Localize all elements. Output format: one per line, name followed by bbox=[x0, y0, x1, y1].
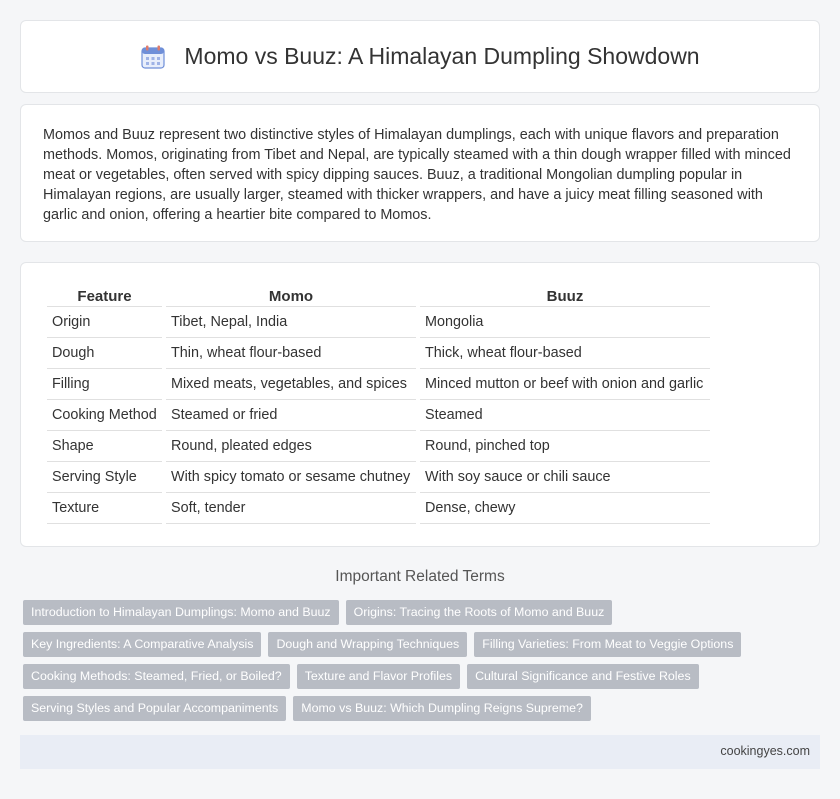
row-feature: Cooking Method bbox=[47, 400, 162, 431]
related-tag[interactable]: Cooking Methods: Steamed, Fried, or Boiled? bbox=[23, 664, 290, 689]
intro-text: Momos and Buuz represent two distinctive styles of Himalayan dumplings, each with unique flavors and preparation methods. Momos, originating from Tibet and Nepal, are typically steamed with a thin dough wrapper filled with minced meat or vegetables, often served with spicy dipping sauces. Buuz, a traditional Mongolian dumpling popular in Himalayan regions, are usually larger, steamed with thicker wrappers, and have a juicy meat filling seasoned with garlic and onion, offering a heartier bite compared to Momos. bbox=[43, 127, 791, 223]
related-tags-row bbox=[23, 632, 741, 657]
related-tag[interactable]: Filling Varieties: From Meat to Veggie Options bbox=[474, 632, 741, 657]
table-row bbox=[47, 307, 710, 338]
header-card bbox=[20, 20, 820, 93]
calendar-icon bbox=[140, 44, 166, 70]
row-buuz: Thick, wheat flour-based bbox=[420, 338, 710, 369]
row-momo: Round, pleated edges bbox=[166, 431, 416, 462]
related-tag[interactable]: Key Ingredients: A Comparative Analysis bbox=[23, 632, 261, 657]
row-buuz: Round, pinched top bbox=[420, 431, 710, 462]
row-buuz: Steamed bbox=[420, 400, 710, 431]
row-momo: Tibet, Nepal, India bbox=[166, 307, 416, 338]
related-tags-row bbox=[23, 696, 591, 721]
related-tag[interactable]: Momo vs Buuz: Which Dumpling Reigns Supreme? bbox=[293, 696, 591, 721]
row-momo: With spicy tomato or sesame chutney bbox=[166, 462, 416, 493]
row-feature: Dough bbox=[47, 338, 162, 369]
row-feature: Serving Style bbox=[47, 462, 162, 493]
related-terms-title: Important Related Terms bbox=[335, 568, 505, 585]
comparison-table bbox=[43, 285, 714, 524]
table-row bbox=[47, 493, 710, 524]
table-row bbox=[47, 462, 710, 493]
table-row bbox=[47, 338, 710, 369]
table-row bbox=[47, 400, 710, 431]
related-tag[interactable]: Cultural Significance and Festive Roles bbox=[467, 664, 699, 689]
footer-site-link[interactable]: cookingyes.com bbox=[720, 744, 810, 758]
comparison-table-card bbox=[20, 262, 820, 547]
page-title: Momo vs Buuz: A Himalayan Dumpling Showdown bbox=[184, 43, 700, 69]
intro-card bbox=[20, 104, 820, 242]
row-buuz: Minced mutton or beef with onion and garlic bbox=[420, 369, 710, 400]
related-tag[interactable]: Introduction to Himalayan Dumplings: Momo and Buuz bbox=[23, 600, 339, 625]
related-tag[interactable]: Texture and Flavor Profiles bbox=[297, 664, 460, 689]
related-tags-row bbox=[23, 664, 699, 689]
row-momo: Soft, tender bbox=[166, 493, 416, 524]
header-momo: Momo bbox=[166, 285, 416, 307]
row-feature: Texture bbox=[47, 493, 162, 524]
related-tag[interactable]: Dough and Wrapping Techniques bbox=[268, 632, 467, 657]
row-buuz: Dense, chewy bbox=[420, 493, 710, 524]
table-header-row bbox=[47, 285, 710, 307]
table-row bbox=[47, 369, 710, 400]
related-tags-row bbox=[23, 600, 612, 625]
related-tag[interactable]: Origins: Tracing the Roots of Momo and Buuz bbox=[346, 600, 613, 625]
header-buuz: Buuz bbox=[420, 285, 710, 307]
row-feature: Filling bbox=[47, 369, 162, 400]
row-buuz: Mongolia bbox=[420, 307, 710, 338]
row-buuz: With soy sauce or chili sauce bbox=[420, 462, 710, 493]
header-feature: Feature bbox=[47, 285, 162, 307]
row-momo: Steamed or fried bbox=[166, 400, 416, 431]
table-row bbox=[47, 431, 710, 462]
footer bbox=[20, 735, 820, 769]
row-feature: Origin bbox=[47, 307, 162, 338]
related-tag[interactable]: Serving Styles and Popular Accompaniments bbox=[23, 696, 286, 721]
row-momo: Thin, wheat flour-based bbox=[166, 338, 416, 369]
row-feature: Shape bbox=[47, 431, 162, 462]
row-momo: Mixed meats, vegetables, and spices bbox=[166, 369, 416, 400]
